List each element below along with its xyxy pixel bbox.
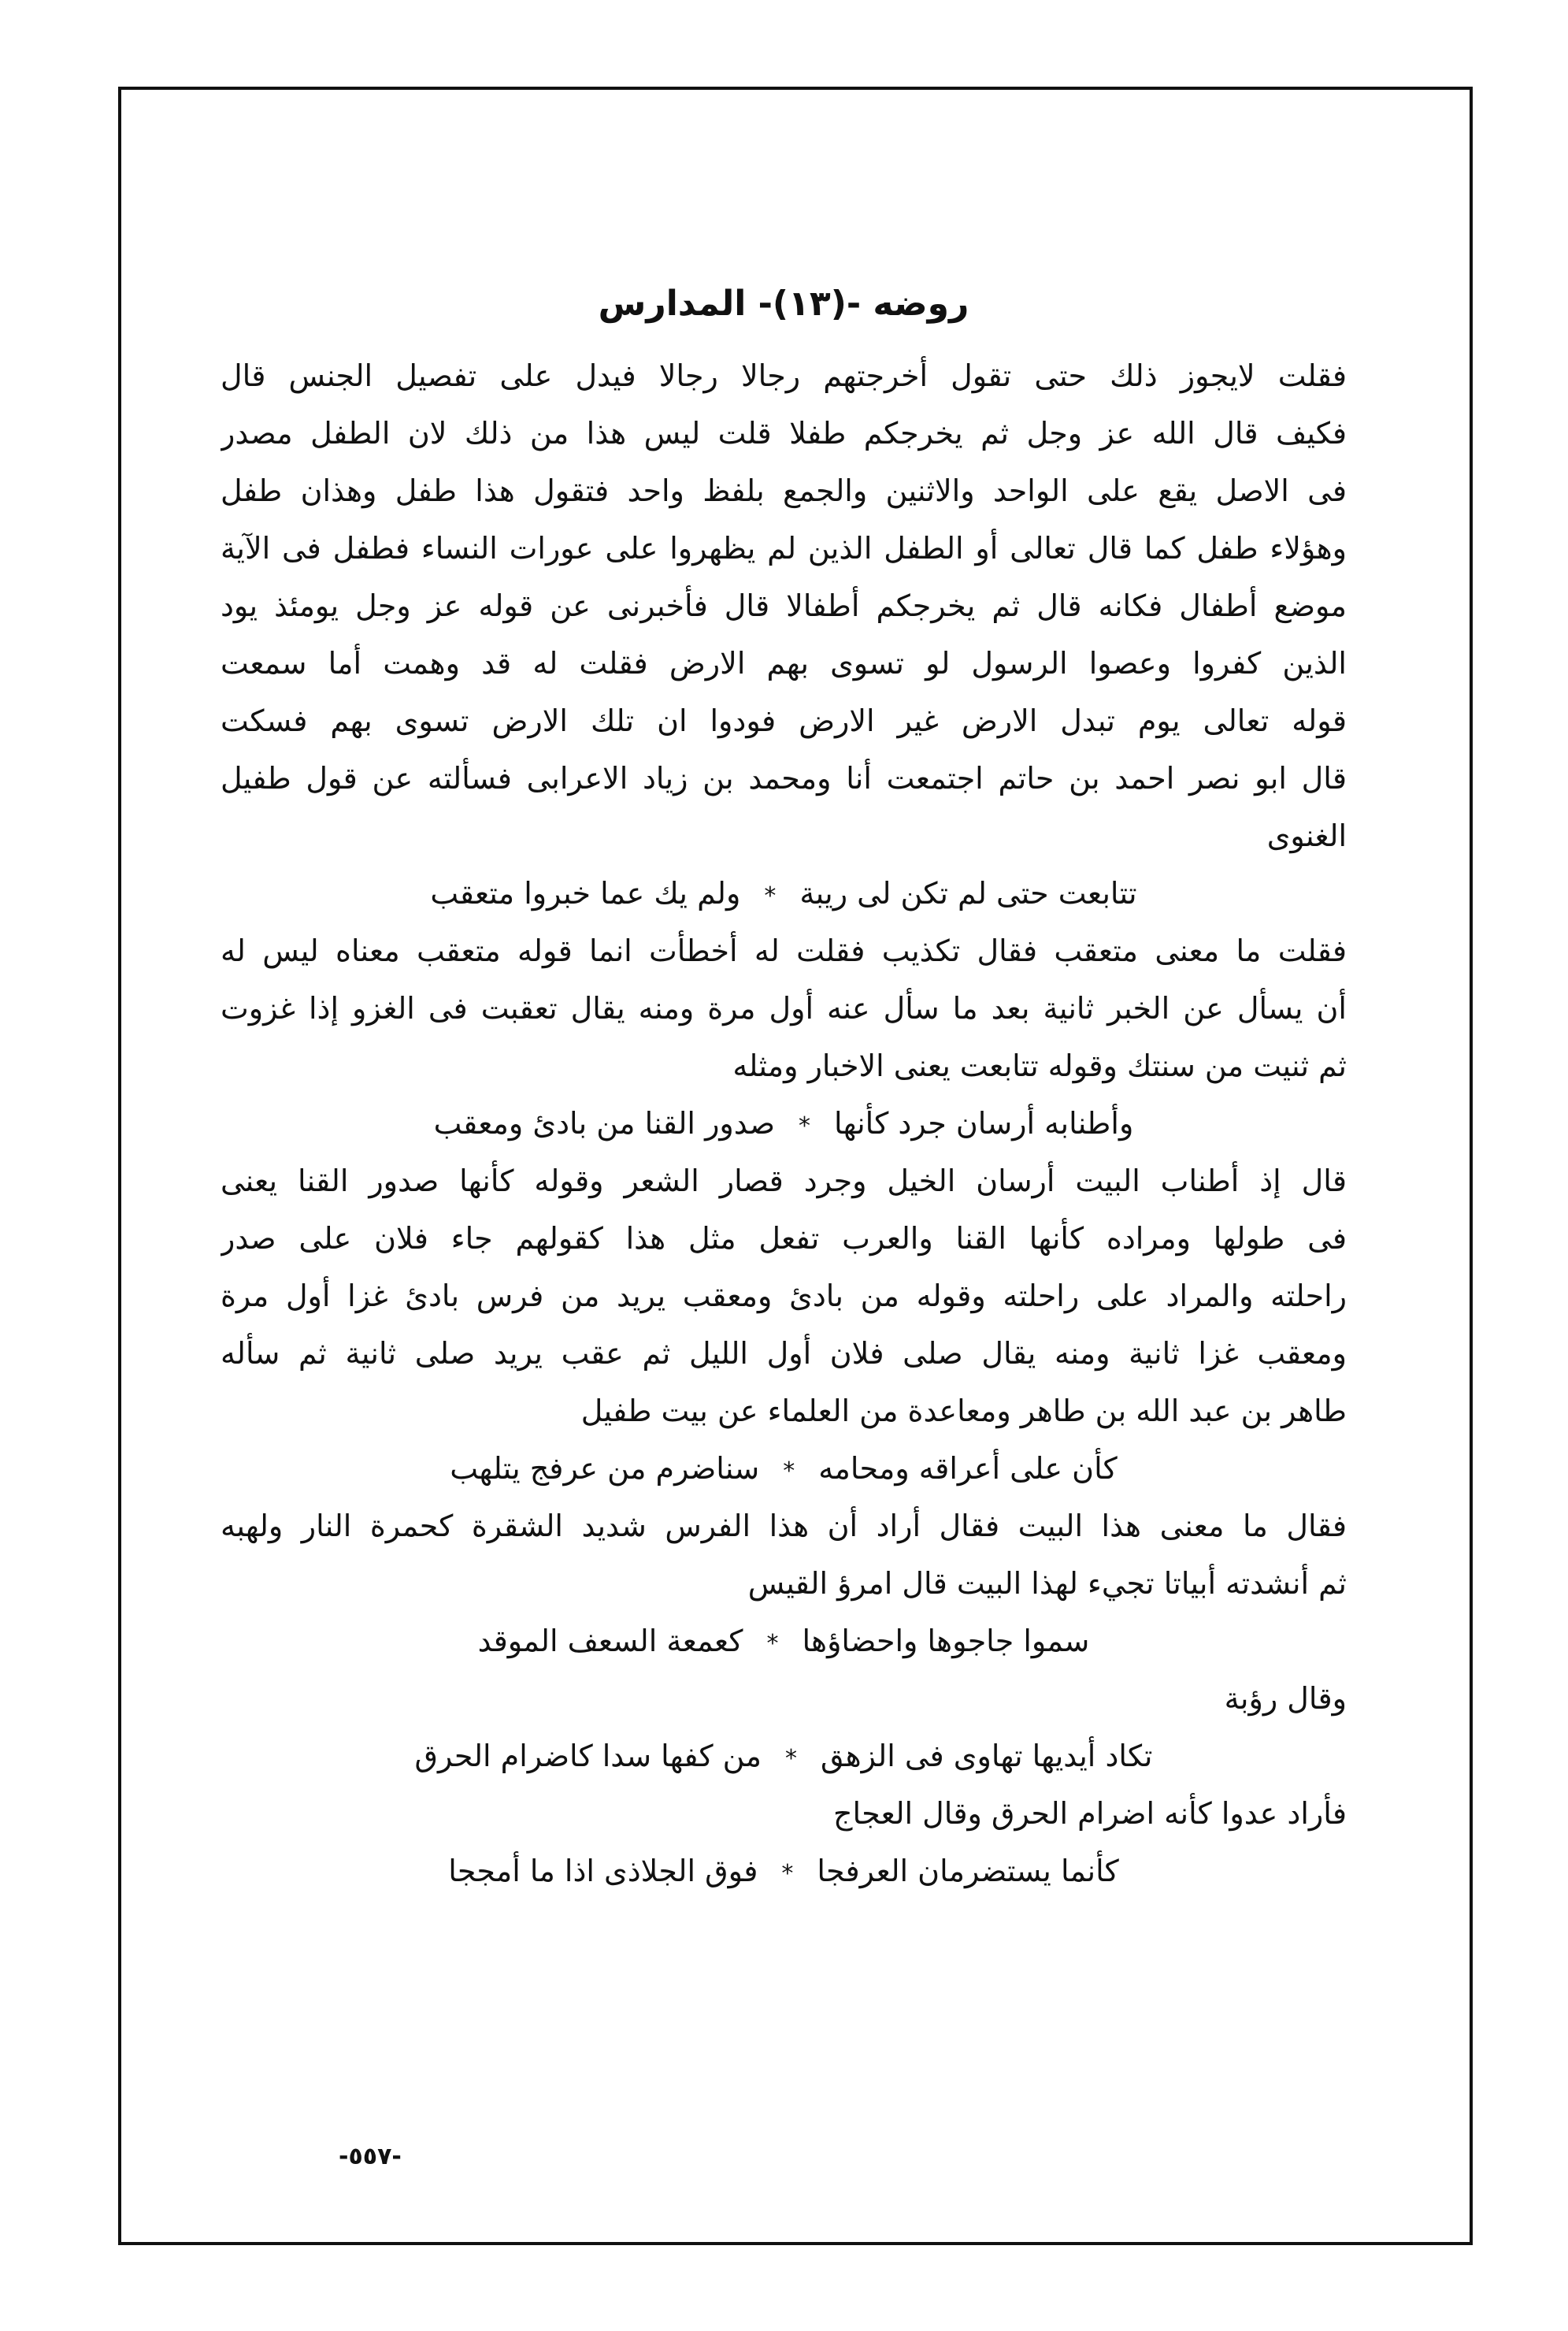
verse-separator: *	[766, 1630, 779, 1657]
verse-line	[221, 1440, 1347, 1498]
verse-hemistich-first: كأنما يستضرمان العرفجا	[817, 1854, 1119, 1888]
prose-line: الغنوى	[1266, 818, 1347, 853]
page-header: روضه -(١٣)- المدارس	[598, 284, 969, 324]
page-number: -٥٥٧-	[339, 2143, 402, 2170]
prose-line: وقال رؤبة	[1224, 1681, 1347, 1716]
prose-line: قال إذ أطناب البيت أرسان الخيل وجرد قصار الشعر وقوله كأنها صدور القنا يعنى	[221, 1164, 1347, 1198]
prose-line: وهؤلاء طفل كما قال تعالى أو الطفل الذين لم يظهروا على عورات النساء فطفل فى الآية	[221, 531, 1347, 566]
prose-line: موضع أطفال فكانه قال ثم يخرجكم أطفالا قال فأخبرنى عن قوله عز وجل يومئذ يود	[221, 588, 1347, 623]
verse-hemistich-second: من كفها سدا كاضرام الحرق	[414, 1739, 762, 1773]
prose-line: ومعقب غزا ثانية ومنه يقال صلى فلان أول الليل ثم عقب يريد صلى ثانية ثم سأله	[221, 1336, 1347, 1371]
prose-line: فقال ما معنى هذا البيت فقال أراد أن هذا الفرس شديد الشقرة كحمرة النار ولهبه	[221, 1509, 1347, 1543]
verse-hemistich-first: سموا جاجوها واحضاؤها	[802, 1624, 1090, 1658]
verse-hemistich-first: تكاد أيديها تهاوى فى الزهق	[820, 1739, 1153, 1773]
verse-separator: *	[784, 1745, 797, 1772]
verse-line	[221, 865, 1347, 922]
prose-line: فكيف قال الله عز وجل ثم يخرجكم طفلا قلت ليس هذا من ذلك لان الطفل مصدر	[221, 416, 1347, 451]
text-body	[221, 347, 1347, 1900]
prose-line: ثم ثنيت من سنتك وقوله تتابعت يعنى الاخبار ومثله	[732, 1049, 1347, 1083]
prose-line: فأراد عدوا كأنه اضرام الحرق وقال العجاج	[833, 1796, 1347, 1831]
page-content	[221, 284, 1347, 1900]
prose-line: الذين كفروا وعصوا الرسول لو تسوى بهم الارض فقلت له قد وهمت أما سمعت	[221, 646, 1347, 681]
verse-line	[221, 1613, 1347, 1670]
verse-hemistich-second: سناضرم من عرفج يتلهب	[450, 1451, 760, 1486]
prose-line: أن يسأل عن الخبر ثانية بعد ما سأل عنه أول مرة ومنه يقال تعقبت فى الغزو إذا غزوت	[221, 991, 1347, 1026]
verse-hemistich-second: ولم يك عما خبروا متعقب	[430, 876, 741, 911]
verse-line	[221, 1728, 1347, 1785]
verse-line	[221, 1843, 1347, 1900]
prose-line: فى الاصل يقع على الواحد والاثنين والجمع بلفظ واحد فتقول هذا طفل وهذان طفل	[221, 473, 1347, 508]
prose-line: قال ابو نصر احمد بن حاتم اجتمعت أنا ومحمد بن زياد الاعرابى فسألته عن قول طفيل	[221, 761, 1347, 796]
verse-line	[221, 1095, 1347, 1153]
verse-separator: *	[764, 882, 777, 910]
prose-line: قوله تعالى يوم تبدل الارض غير الارض فودوا ان تلك الارض تسوى بهم فسكت	[221, 703, 1347, 738]
prose-line: ثم أنشدته أبياتا تجيء لهذا البيت قال امرؤ القيس	[747, 1566, 1347, 1601]
verse-hemistich-first: كأن على أعراقه ومحامه	[818, 1451, 1118, 1486]
verse-separator: *	[798, 1112, 810, 1140]
verse-separator: *	[783, 1457, 795, 1485]
verse-separator: *	[781, 1860, 794, 1887]
verse-hemistich-second: كعمعة السعف الموقد	[477, 1624, 743, 1658]
prose-line: راحلته والمراد على راحلته وقوله من بادئ ومعقب يريد من فرس بادئ غزا أول مرة	[221, 1279, 1347, 1313]
verse-hemistich-first: تتابعت حتى لم تكن لى ريبة	[799, 876, 1137, 911]
verse-hemistich-second: فوق الجلاذى اذا ما أمججا	[448, 1854, 758, 1888]
verse-hemistich-second: صدور القنا من بادئ ومعقب	[433, 1106, 775, 1141]
prose-line: فقلت ما معنى متعقب فقال تكذيب فقلت له أخطأت انما قوله متعقب معناه ليس له	[221, 934, 1347, 968]
prose-line: فقلت لايجوز ذلك حتى تقول أخرجتهم رجالا رجالا فيدل على تفصيل الجنس قال	[221, 358, 1347, 393]
verse-hemistich-first: وأطنابه أرسان جرد كأنها	[833, 1106, 1134, 1141]
prose-line: فى طولها ومراده كأنها القنا والعرب تفعل مثل هذا كقولهم جاء فلان على صدر	[221, 1221, 1347, 1256]
prose-line: طاهر بن عبد الله بن طاهر ومعاعدة من العلماء عن بيت طفيل	[580, 1394, 1347, 1428]
